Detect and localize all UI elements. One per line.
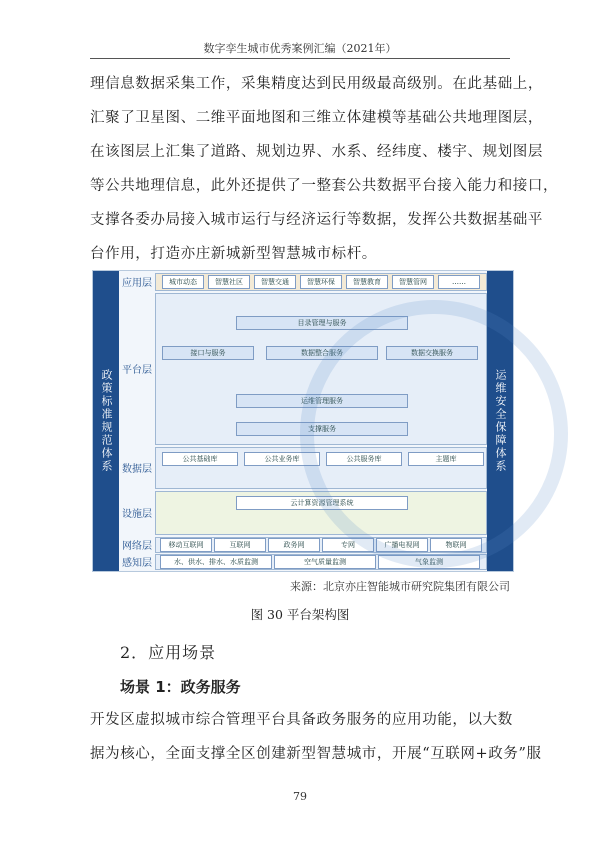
layer-label-facility: 设施层 bbox=[122, 508, 152, 520]
running-header: 数字孪生城市优秀案例汇编（2021年） bbox=[203, 42, 397, 55]
left-side-bar: 政策标准规范体系 bbox=[93, 271, 119, 571]
app-chip: …… bbox=[438, 275, 480, 289]
paragraph-line: 汇聚了卫星图、二维平面地图和三维立体建模等基础公共地理图层， bbox=[90, 110, 543, 126]
paragraph-line: 台作用，打造亦庄新城新型智慧城市标杆。 bbox=[90, 246, 377, 262]
figure-source: 来源：北京亦庄智能城市研究院集团有限公司 bbox=[290, 580, 510, 593]
sense-chip: 气象监测 bbox=[378, 555, 480, 569]
app-chip: 智慧教育 bbox=[346, 275, 388, 289]
data-section: 主题库 bbox=[408, 452, 484, 466]
app-chip: 智慧管网 bbox=[392, 275, 434, 289]
layer-label-data: 数据层 bbox=[122, 463, 152, 475]
watermark-seal bbox=[300, 300, 568, 568]
platform-section: 数据交换服务 bbox=[386, 346, 478, 360]
platform-section: 运维管理服务 bbox=[236, 394, 408, 408]
platform-section: 支撑服务 bbox=[236, 422, 408, 436]
app-chip: 智慧环保 bbox=[300, 275, 342, 289]
paragraph-line: 开发区虚拟城市综合管理平台具备政务服务的应用功能，以大数 bbox=[90, 712, 513, 728]
platform-section: 目录管理与服务 bbox=[236, 316, 408, 330]
sense-chip: 水、供水、排水、水质监测 bbox=[160, 555, 272, 569]
layer-label-app: 应用层 bbox=[122, 277, 152, 289]
sense-chip: 空气质量监测 bbox=[274, 555, 376, 569]
platform-section: 数据整合服务 bbox=[266, 346, 378, 360]
app-chip: 城市动态 bbox=[162, 275, 204, 289]
facility-title: 云计算资源管理系统 bbox=[236, 496, 408, 510]
header-rule bbox=[90, 58, 510, 59]
data-section: 公共服务库 bbox=[326, 452, 402, 466]
scene-heading: 场景 1：政务服务 bbox=[120, 678, 241, 696]
network-chip: 政务网 bbox=[268, 538, 320, 552]
layer-label-platform: 平台层 bbox=[122, 364, 152, 376]
layer-label-network: 网络层 bbox=[122, 540, 152, 552]
data-section: 公共业务库 bbox=[244, 452, 320, 466]
section-heading: 2．应用场景 bbox=[120, 643, 217, 662]
paragraph-line: 在该图层上汇集了道路、规划边界、水系、经纬度、楼宇、规划图层 bbox=[90, 144, 543, 160]
app-chip: 智慧社区 bbox=[208, 275, 250, 289]
paragraph-line: 支撑各委办局接入城市运行与经济运行等数据，发挥公共数据基础平 bbox=[90, 212, 543, 228]
paragraph-line: 理信息数据采集工作，采集精度达到民用级最高级别。在此基础上， bbox=[90, 76, 543, 92]
app-chip: 智慧交通 bbox=[254, 275, 296, 289]
layer-label-sense: 感知层 bbox=[122, 557, 152, 569]
network-chip: 广播电视网 bbox=[376, 538, 428, 552]
data-section: 公共基础库 bbox=[162, 452, 238, 466]
platform-section: 接口与服务 bbox=[162, 346, 254, 360]
network-chip: 互联网 bbox=[214, 538, 266, 552]
right-side-bar: 运维安全保障体系 bbox=[487, 271, 513, 571]
app-band bbox=[155, 273, 487, 291]
network-chip: 专网 bbox=[322, 538, 374, 552]
network-chip: 物联网 bbox=[430, 538, 482, 552]
page-number: 79 bbox=[293, 790, 307, 803]
network-chip: 移动互联网 bbox=[160, 538, 212, 552]
figure-caption: 图 30 平台架构图 bbox=[250, 607, 350, 622]
paragraph-line: 据为核心，全面支撑全区创建新型智慧城市，开展“互联网+政务”服 bbox=[90, 746, 542, 762]
paragraph-line: 等公共地理信息，此外还提供了一整套公共数据平台接入能力和接口， bbox=[90, 178, 559, 194]
